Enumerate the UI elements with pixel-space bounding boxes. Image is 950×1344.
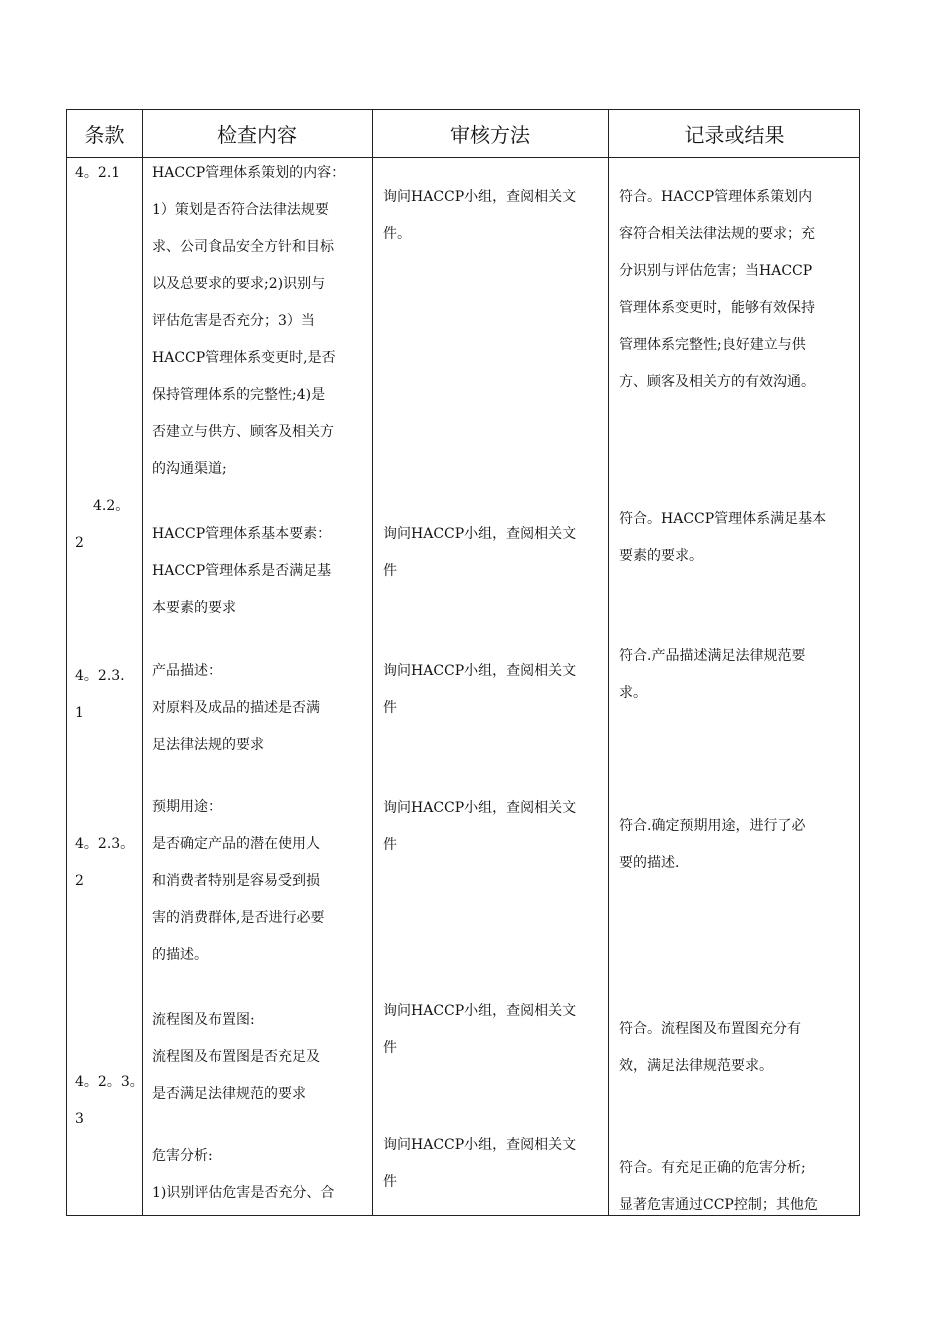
row-5-clause <box>75 1064 144 1138</box>
text-line: 和消费者特别是容易受到损 <box>152 873 320 889</box>
header-audit-method: 审核方法 <box>450 123 530 147</box>
column-divider <box>608 110 609 1215</box>
text-line: 是否满足法律规范的要求 <box>152 1086 306 1102</box>
text-line: 要素的要求。 <box>619 548 703 564</box>
text-line: 效，满足法律规范要求。 <box>619 1058 773 1074</box>
row-3-result <box>619 638 805 712</box>
row-6-content <box>152 1138 334 1212</box>
row-1-content <box>152 155 345 488</box>
text-line: 符合。有充足正确的危害分析; <box>619 1160 806 1176</box>
column-divider <box>142 110 143 1215</box>
row-4-method <box>383 790 576 864</box>
text-line: 符合。流程图及布置图充分有 <box>619 1021 801 1037</box>
text-line: 产品描述： <box>152 663 222 679</box>
row-4-result <box>619 808 805 882</box>
text-line: 询问HACCP小组，查阅相关文 <box>383 189 577 205</box>
text-line: 询问HACCP小组，查阅相关文 <box>383 526 577 542</box>
text-line: 危害分析: <box>152 1148 213 1164</box>
row-2-clause-a: 4.2。 <box>93 498 130 514</box>
row-2-clause-b: 2 <box>75 535 84 551</box>
text-line: 1 <box>75 705 84 721</box>
text-line: HACCP管理体系是否满足基 <box>152 563 332 579</box>
text-line: 本要素的要求 <box>152 600 236 616</box>
text-line: 件。 <box>383 226 411 242</box>
text-line: 4。2.3. <box>75 668 125 684</box>
header-clause: 条款 <box>84 123 125 147</box>
row-1-clause <box>75 155 120 192</box>
text-line: 的描述。 <box>152 947 208 963</box>
text-line: 管理体系完整性;良好建立与供 <box>619 337 806 353</box>
text-line: 否建立与供方、顾客及相关方 <box>152 424 334 440</box>
text-line: 容符合相关法律法规的要求；充 <box>619 226 815 242</box>
text-line: 4。2。3。 <box>75 1074 144 1090</box>
row-2-result <box>619 501 826 575</box>
text-line: 是否确定产品的潜在使用人 <box>152 836 320 852</box>
text-line: 4。2.1 <box>75 165 121 181</box>
text-line: 符合。HACCP管理体系满足基本 <box>619 511 827 527</box>
text-line: 足法律法规的要求 <box>152 737 264 753</box>
text-line: 预期用途： <box>152 799 222 815</box>
header-check-content: 检查内容 <box>217 123 297 147</box>
row-6-result <box>619 1150 818 1224</box>
text-line: 符合.产品描述满足法律规范要 <box>619 648 806 664</box>
text-line: 2 <box>75 873 84 889</box>
row-3-method <box>383 653 576 727</box>
text-line: 1）策划是否符合法律法规要 <box>152 202 329 218</box>
text-line: 符合.确定预期用途，进行了必 <box>619 818 806 834</box>
text-line: 件 <box>383 700 397 716</box>
text-line: 求。 <box>619 685 647 701</box>
text-line: 1)识别评估危害是否充分、合 <box>152 1185 335 1201</box>
text-line: 询问HACCP小组，查阅相关文 <box>383 1137 577 1153</box>
text-line: 的沟通渠道; <box>152 461 227 477</box>
column-divider <box>372 110 373 1215</box>
text-line: 4。2.3。 <box>75 836 135 852</box>
text-line: 分识别与评估危害；当HACCP <box>619 263 813 279</box>
row-1-method <box>383 179 576 253</box>
row-2-method <box>383 516 576 590</box>
text-line: 询问HACCP小组，查阅相关文 <box>383 663 577 679</box>
text-line: 要的描述. <box>619 855 680 871</box>
row-4-content <box>152 789 324 974</box>
text-line: 求、公司食品安全方针和目标 <box>152 239 334 255</box>
row-5-content <box>152 1002 320 1113</box>
text-line: 管理体系变更时，能够有效保持 <box>619 300 815 316</box>
text-line: 件 <box>383 1040 397 1056</box>
text-line: 3 <box>75 1111 84 1127</box>
row-1-result <box>619 179 815 401</box>
row-5-method <box>383 993 576 1067</box>
text-line: 询问HACCP小组，查阅相关文 <box>383 1003 577 1019</box>
text-line: 对原料及成品的描述是否满 <box>152 700 320 716</box>
text-line: 保持管理体系的完整性;4)是 <box>152 387 326 403</box>
text-line: 方、顾客及相关方的有效沟通。 <box>619 374 815 390</box>
text-line: 符合。HACCP管理体系策划内 <box>619 189 813 205</box>
row-2-content <box>152 516 331 627</box>
text-line: 件 <box>383 1174 397 1190</box>
text-line: 评估危害是否充分；3）当 <box>152 313 315 329</box>
text-line: 显著危害通过CCP控制；其他危 <box>619 1197 818 1213</box>
text-line: 询问HACCP小组，查阅相关文 <box>383 800 577 816</box>
header-record-result: 记录或结果 <box>684 123 785 147</box>
text-line: 件 <box>383 563 397 579</box>
audit-table <box>66 109 860 1216</box>
row-6-method <box>383 1127 576 1201</box>
text-line: 件 <box>383 837 397 853</box>
text-line: 流程图及布置图是否充足及 <box>152 1049 320 1065</box>
row-3-content <box>152 653 320 764</box>
text-line: HACCP管理体系策划的内容： <box>152 165 346 181</box>
row-5-result <box>619 1011 801 1085</box>
row-4-clause <box>75 826 134 900</box>
text-line: 流程图及布置图: <box>152 1012 255 1028</box>
text-line: 害的消费群体,是否进行必要 <box>152 910 325 926</box>
text-line: 以及总要求的要求;2)识别与 <box>152 276 326 292</box>
row-3-clause <box>75 658 125 732</box>
text-line: HACCP管理体系基本要素： <box>152 526 332 542</box>
text-line: HACCP管理体系变更时,是否 <box>152 350 336 366</box>
